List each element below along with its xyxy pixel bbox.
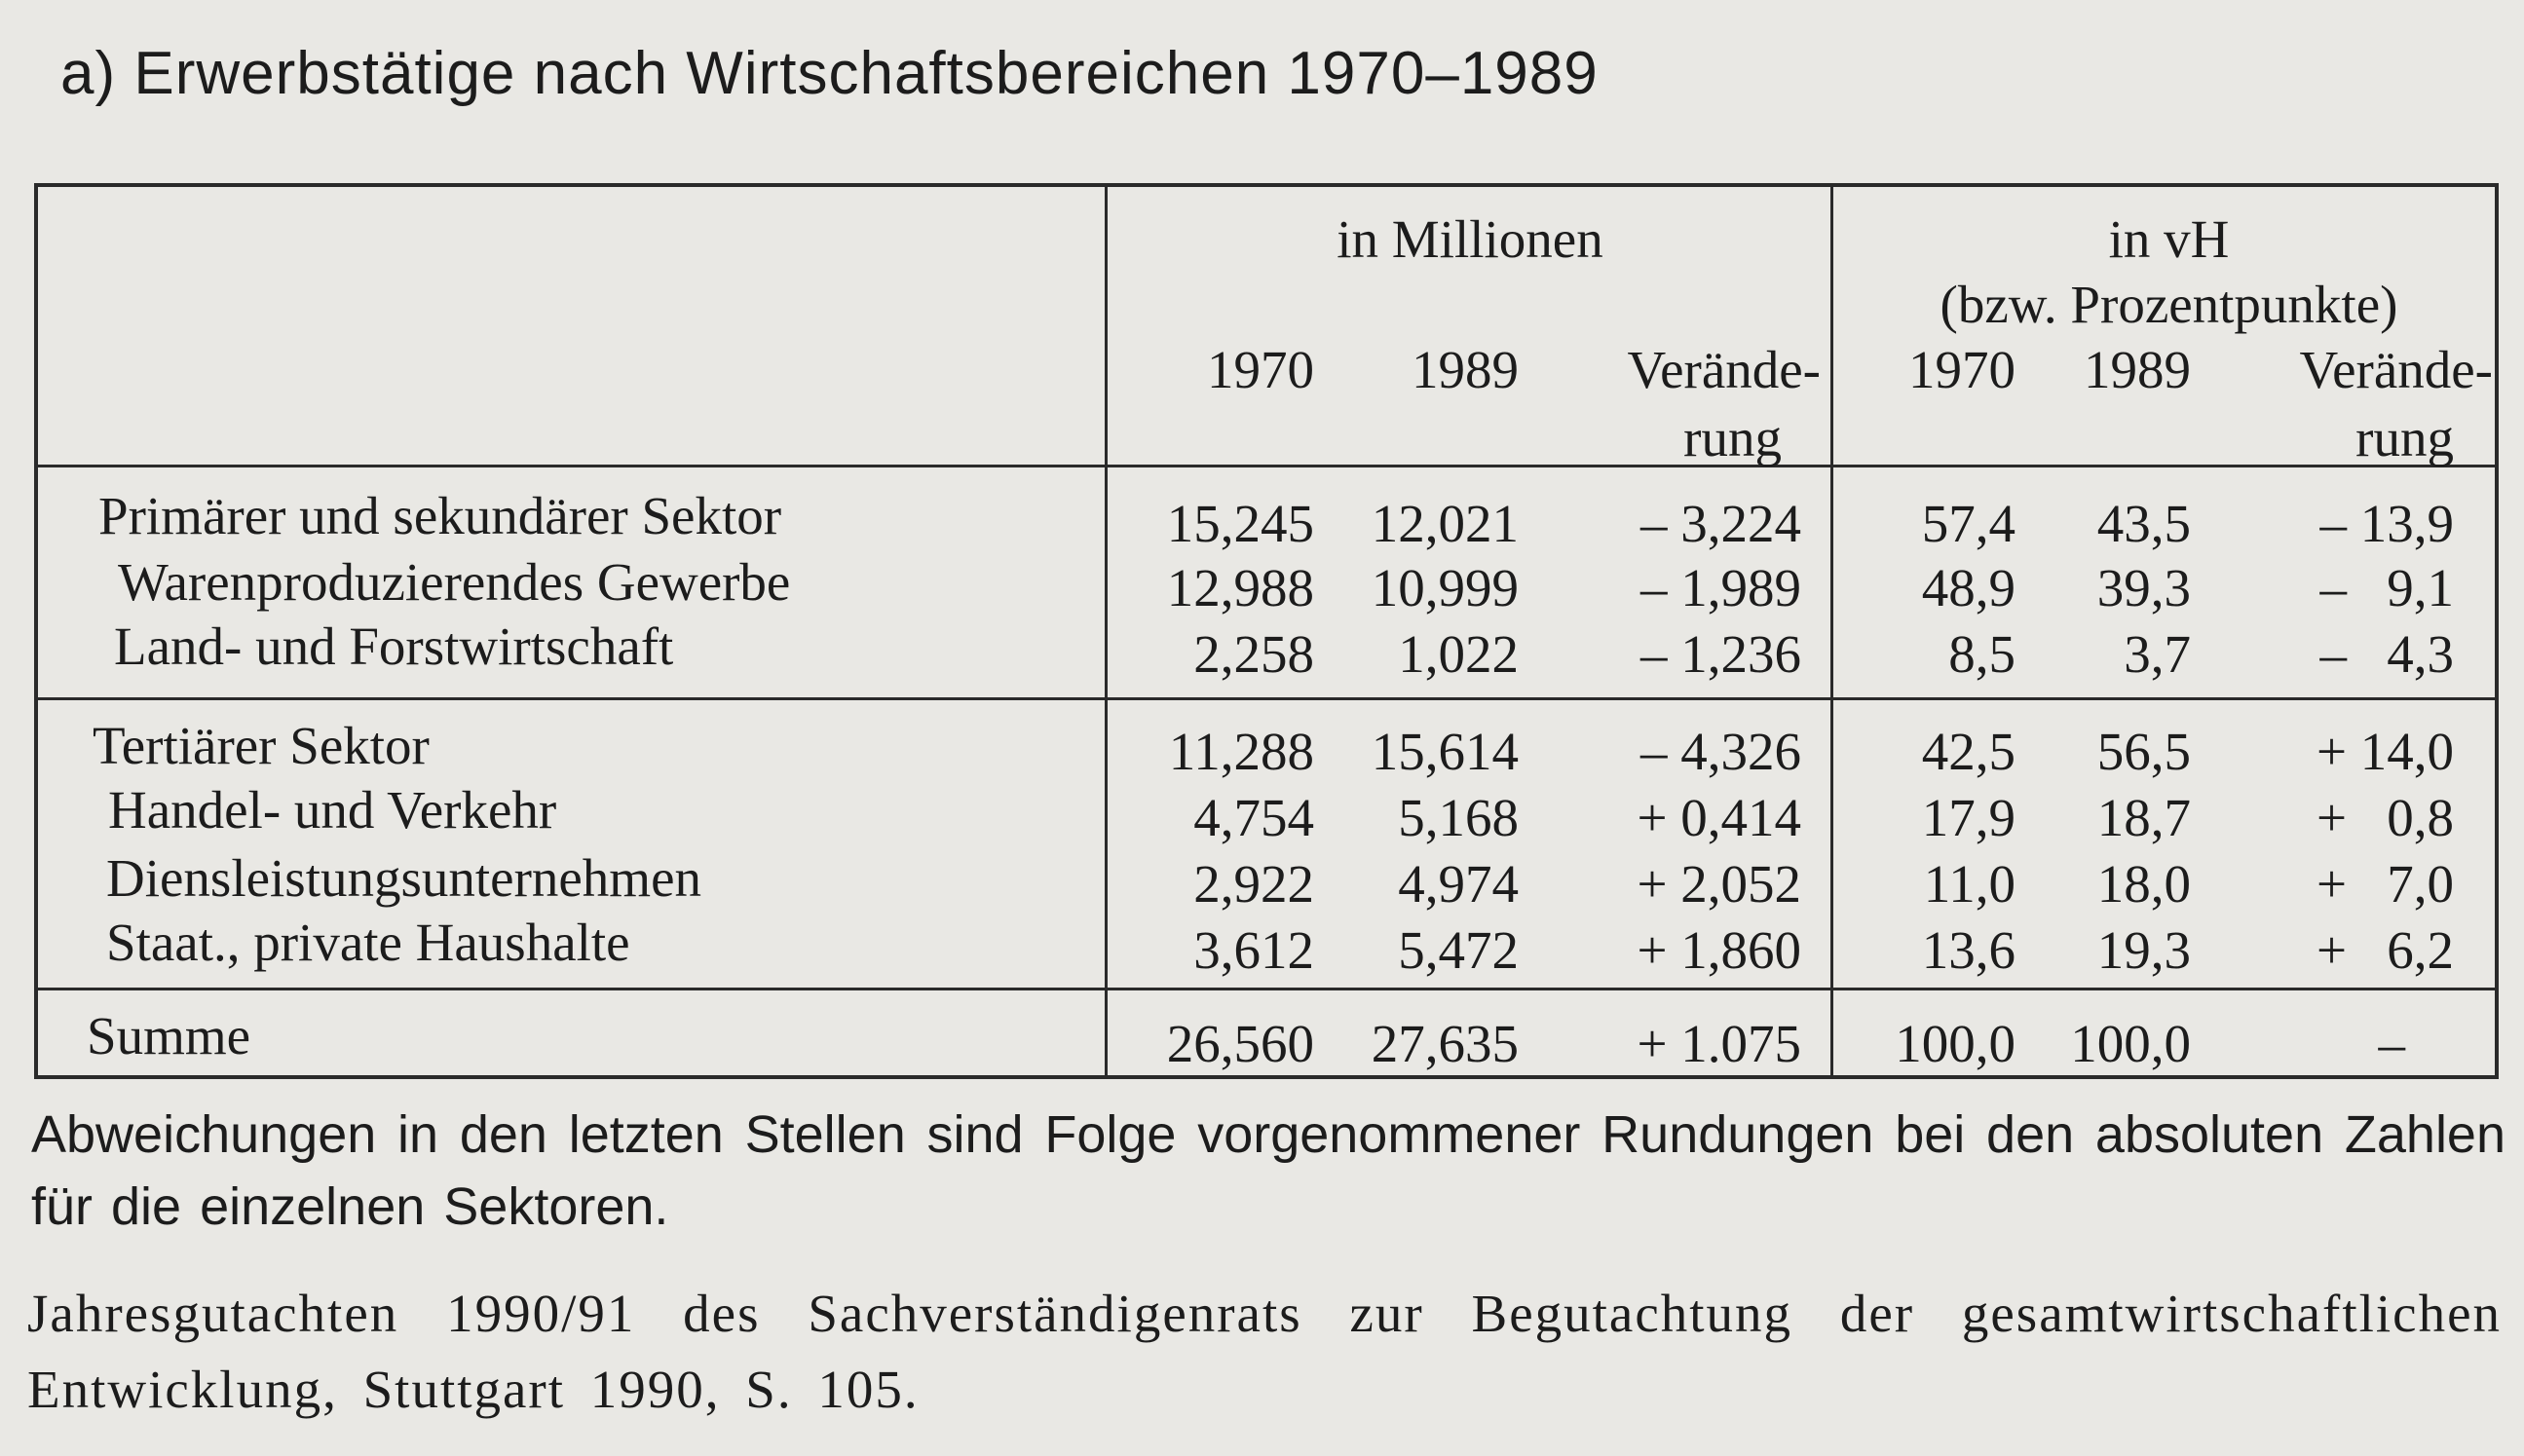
row-label: Staat., private Haushalte [106, 913, 630, 972]
cell-millions-1989: 4,974 [1398, 854, 1519, 914]
cell-vh-1970: 42,5 [1921, 722, 2015, 781]
header-millions-1970: 1970 [1207, 340, 1314, 399]
cell-millions-1970: 15,245 [1166, 494, 1314, 553]
cell-millions-1989: 27,635 [1371, 1014, 1519, 1073]
cell-millions-1970: 4,754 [1193, 788, 1314, 847]
header-millions-1989: 1989 [1412, 340, 1519, 399]
row-label: Handel- und Verkehr [108, 780, 557, 840]
header-vh-change: Verände- [2299, 340, 2493, 399]
cell-vh-1970: 100,0 [1895, 1014, 2015, 1073]
cell-millions-1970: 3,612 [1193, 920, 1314, 980]
cell-millions-change: – 4,326 [1640, 722, 1801, 781]
cell-millions-change: + 2,052 [1637, 854, 1801, 914]
cell-millions-change: + 1.075 [1637, 1014, 1801, 1073]
cell-vh-change: + 7,0 [2316, 854, 2454, 914]
cell-millions-change: + 1,860 [1637, 920, 1801, 980]
cell-vh-1970: 17,9 [1921, 788, 2015, 847]
cell-vh-1970: 11,0 [1923, 854, 2015, 914]
cell-millions-change: – 1,989 [1640, 558, 1801, 617]
employment-table [34, 183, 2499, 1079]
header-vh-1989: 1989 [2084, 340, 2191, 399]
cell-vh-1989: 3,7 [2124, 624, 2191, 684]
row-label: Summe [87, 1006, 251, 1065]
cell-millions-1989: 5,472 [1398, 920, 1519, 980]
header-group-vh: in vH [2108, 209, 2230, 269]
row-label: Tertiärer Sektor [93, 716, 430, 775]
cell-vh-1970: 57,4 [1921, 494, 2015, 553]
cell-vh-1970: 48,9 [1921, 558, 2015, 617]
cell-millions-change: + 0,414 [1637, 788, 1801, 847]
cell-millions-1970: 11,288 [1168, 722, 1314, 781]
cell-vh-1970: 13,6 [1921, 920, 2015, 980]
cell-vh-change: + 0,8 [2316, 788, 2454, 847]
cell-vh-1989: 18,7 [2096, 788, 2191, 847]
footnote: Abweichungen in den letzten Stellen sind Folge vorgenommener Rundungen bei den absoluten Zahlen für die einzelnen Sektoren. [31, 1105, 2505, 1236]
cell-vh-1970: 8,5 [1948, 624, 2015, 684]
header-group-vh-sub: (bzw. Prozentpunkte) [1940, 275, 2398, 334]
cell-millions-1989: 15,614 [1371, 722, 1519, 781]
row-label: Primärer und sekundärer Sektor [98, 486, 782, 545]
cell-millions-1989: 12,021 [1371, 494, 1519, 553]
cell-vh-1989: 56,5 [2096, 722, 2191, 781]
cell-vh-change: – [2378, 1014, 2405, 1073]
source-citation: Jahresgutachten 1990/91 des Sachverständigenrats zur Begutachtung der gesamtwirtschaftlichen Entwicklung, Stuttgart 1990, S. 105. [27, 1284, 2502, 1419]
cell-millions-1970: 26,560 [1166, 1014, 1314, 1073]
header-vh-change-cont: rung [2355, 408, 2454, 467]
cell-millions-1989: 10,999 [1371, 558, 1519, 617]
header-group-millions: in Millionen [1337, 209, 1603, 269]
cell-millions-1989: 5,168 [1398, 788, 1519, 847]
cell-vh-change: – 13,9 [2319, 494, 2454, 553]
cell-vh-1989: 43,5 [2096, 494, 2191, 553]
cell-millions-1970: 2,258 [1193, 624, 1314, 684]
header-vh-1970: 1970 [1908, 340, 2015, 399]
header-millions-change: Verände- [1627, 340, 1821, 399]
sum-divider [38, 988, 2495, 990]
section-divider [38, 697, 2495, 700]
cell-vh-1989: 19,3 [2096, 920, 2191, 980]
cell-vh-1989: 18,0 [2096, 854, 2191, 914]
header-millions-change-cont: rung [1683, 408, 1782, 467]
cell-millions-1989: 1,022 [1398, 624, 1519, 684]
row-label: Diensleistungsunternehmen [106, 848, 701, 908]
cell-vh-change: – 9,1 [2319, 558, 2454, 617]
cell-vh-change: – 4,3 [2319, 624, 2454, 684]
page-title: a) Erwerbstätige nach Wirtschaftsbereichen 1970–1989 [60, 40, 1599, 107]
header-divider [38, 465, 2495, 467]
cell-vh-1989: 100,0 [2070, 1014, 2191, 1073]
cell-millions-1970: 2,922 [1193, 854, 1314, 914]
row-label: Warenproduzierendes Gewerbe [118, 552, 791, 612]
cell-vh-1989: 39,3 [2096, 558, 2191, 617]
row-label: Land- und Forstwirtschaft [114, 616, 674, 676]
cell-vh-change: + 6,2 [2316, 920, 2454, 980]
column-divider-millions [1105, 187, 1108, 1075]
column-divider-vh [1830, 187, 1833, 1075]
cell-millions-1970: 12,988 [1166, 558, 1314, 617]
cell-millions-change: – 1,236 [1640, 624, 1801, 684]
cell-vh-change: + 14,0 [2316, 722, 2454, 781]
cell-millions-change: – 3,224 [1640, 494, 1801, 553]
